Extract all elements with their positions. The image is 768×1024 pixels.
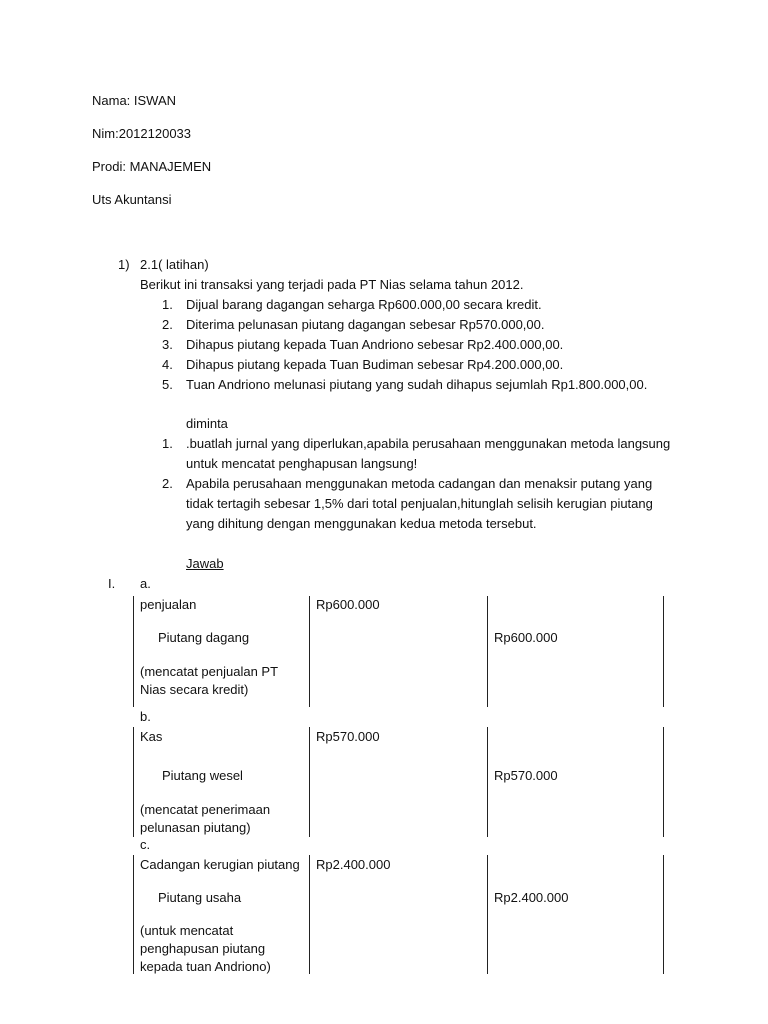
question-intro: Berikut ini transaksi yang terjadi pada PT Nias selama tahun 2012. [140,277,524,292]
credit-account: Piutang dagang [158,630,250,645]
entry-letter: c. [140,837,151,852]
table-border-left [133,596,134,707]
entry-letter: a. [140,576,151,591]
credit-amount: Rp600.000 [494,630,558,645]
diminta-label: diminta [186,416,228,431]
question-title: 2.1( latihan) [140,257,209,272]
request-text: untuk mencatat penghapusan langsung! [186,456,418,471]
course-title: Uts Akuntansi [92,192,172,207]
table-border-left [133,727,134,837]
transaction-text: Diterima pelunasan piutang dagangan sebesar Rp570.000,00. [186,317,545,332]
table-border-right [663,727,664,837]
request-num: 1. [162,436,173,451]
transaction-text: Tuan Andriono melunasi piutang yang sudah dihapus sejumlah Rp1.800.000,00. [186,377,648,392]
answer-roman: I. [108,576,116,591]
entry-note: penghapusan piutang [140,941,266,956]
answer-label: Jawab [186,556,224,571]
table-border [309,596,310,707]
transaction-num: 5. [162,377,173,392]
study-program: Prodi: MANAJEMEN [92,159,212,174]
entry-note: kepada tuan Andriono) [140,959,271,974]
table-border-left [133,855,134,974]
table-border [487,855,488,974]
entry-note: (mencatat penjualan PT [140,664,279,679]
table-border-right [663,596,664,707]
request-num: 2. [162,476,173,491]
entry-note: pelunasan piutang) [140,820,251,835]
transaction-num: 2. [162,317,173,332]
entry-note: (untuk mencatat [140,923,234,938]
question-number: 1) [118,257,130,272]
request-text: .buatlah jurnal yang diperlukan,apabila perusahaan menggunakan metoda langsung [186,436,671,451]
transaction-num: 3. [162,337,173,352]
request-text: tidak tertagih sebesar 1,5% dari total penjualan,hitunglah selisih kerugian piutang [186,496,653,511]
request-text: Apabila perusahaan menggunakan metoda cadangan dan menaksir putang yang [186,476,653,491]
table-border [309,727,310,837]
debit-amount: Rp570.000 [316,729,380,744]
debit-amount: Rp2.400.000 [316,857,391,872]
table-border-right [663,855,664,974]
debit-account: Kas [140,729,163,744]
table-border [487,727,488,837]
entry-letter: b. [140,709,151,724]
student-nim: Nim:2012120033 [92,126,192,141]
debit-account: Cadangan kerugian piutang [140,857,300,872]
table-border [487,596,488,707]
credit-amount: Rp2.400.000 [494,890,569,905]
student-name: Nama: ISWAN [92,93,177,108]
debit-account: penjualan [140,597,197,612]
credit-amount: Rp570.000 [494,768,558,783]
transaction-num: 1. [162,297,173,312]
transaction-text: Dihapus piutang kepada Tuan Andriono sebesar Rp2.400.000,00. [186,337,564,352]
entry-note: Nias secara kredit) [140,682,249,697]
entry-note: (mencatat penerimaan [140,802,271,817]
request-text: yang dihitung dengan menggunakan kedua metoda tersebut. [186,516,537,531]
transaction-text: Dihapus piutang kepada Tuan Budiman sebesar Rp4.200.000,00. [186,357,564,372]
table-border [309,855,310,974]
credit-account: Piutang wesel [162,768,243,783]
debit-amount: Rp600.000 [316,597,380,612]
transaction-num: 4. [162,357,173,372]
transaction-text: Dijual barang dagangan seharga Rp600.000,00 secara kredit. [186,297,542,312]
credit-account: Piutang usaha [158,890,242,905]
